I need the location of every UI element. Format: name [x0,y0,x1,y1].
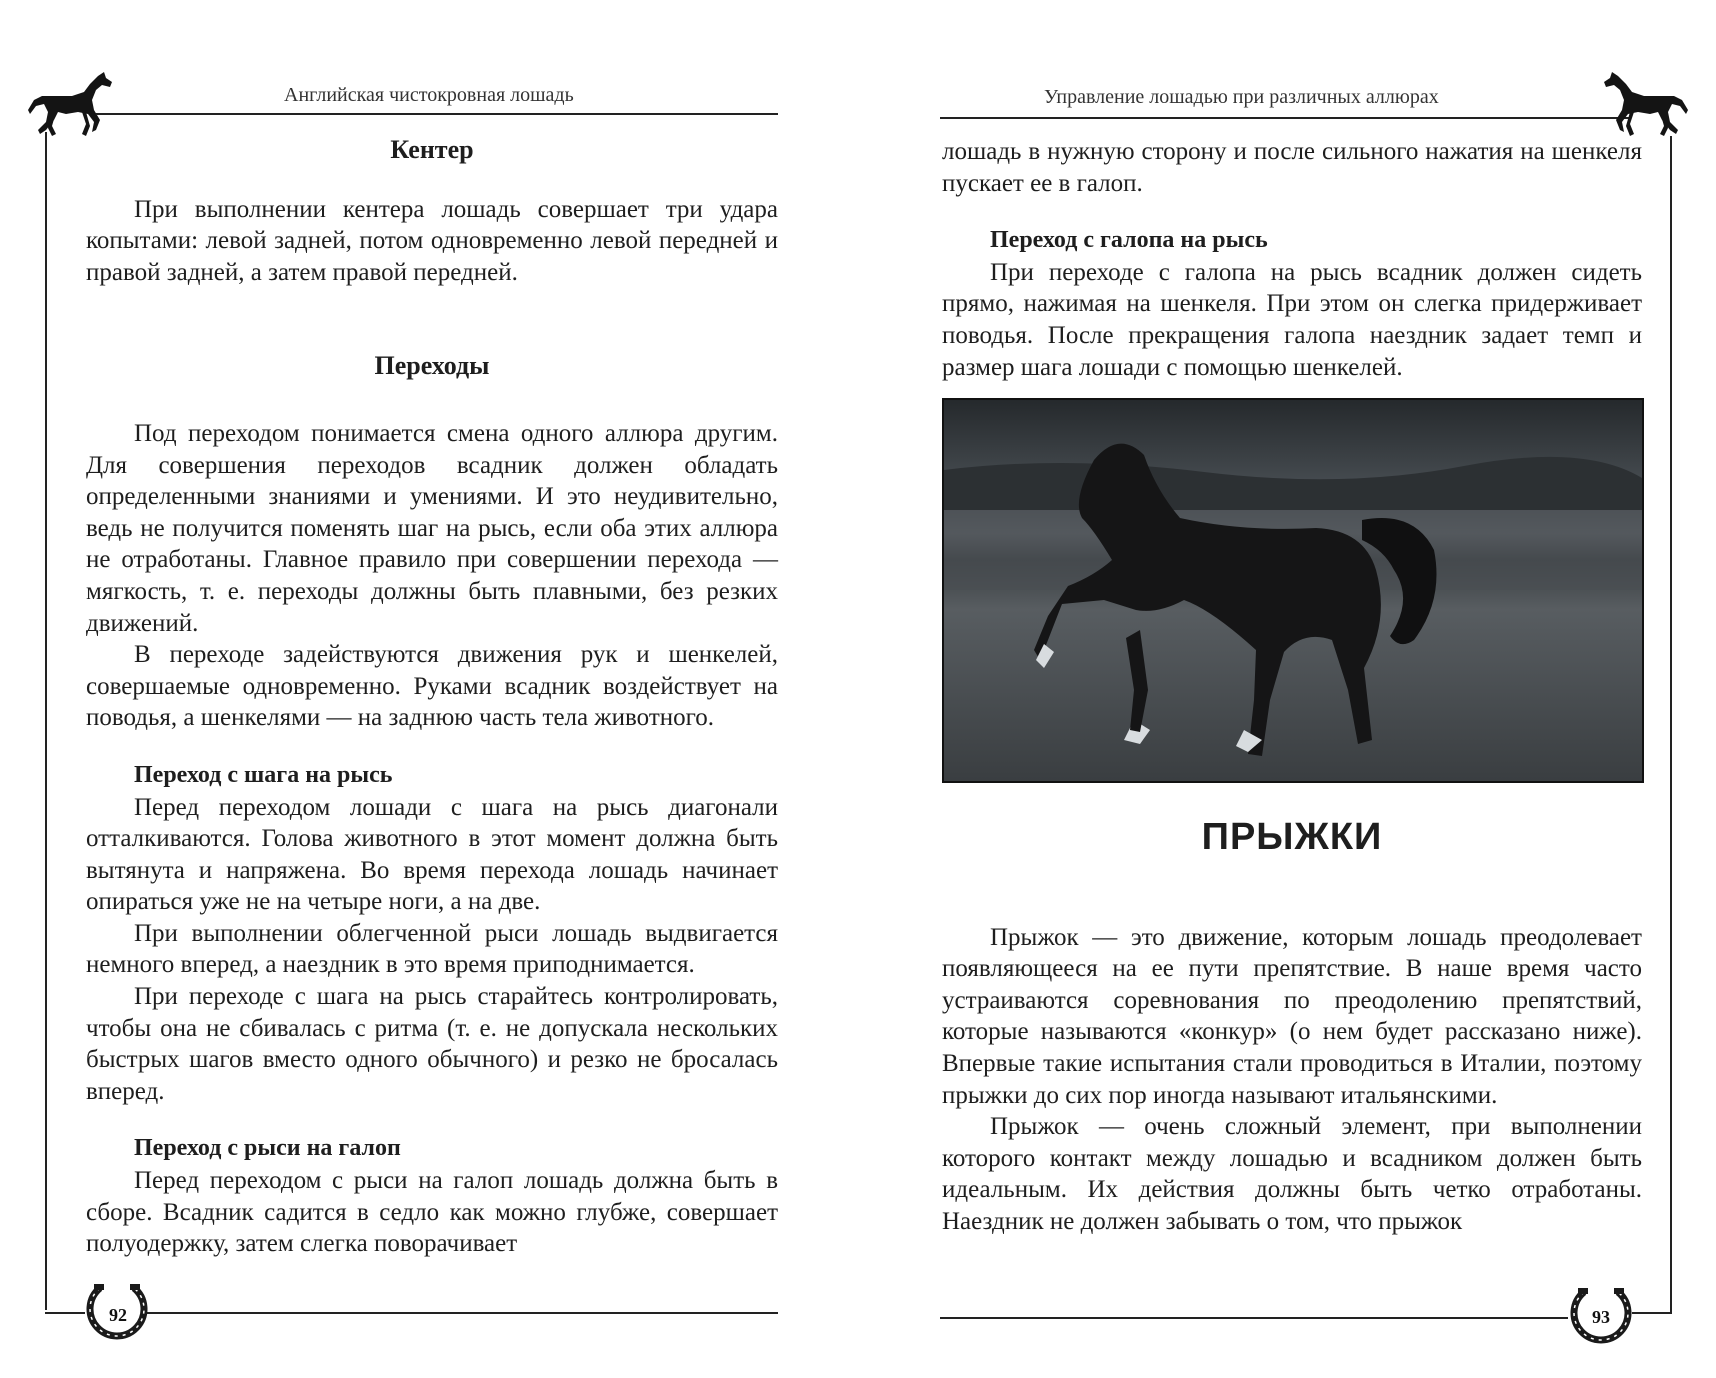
right-page [858,0,1716,1378]
paragraph: лошадь в нужную сторону и после сильного нажатия на шенкеля пускает ее в галоп. [942,138,1642,197]
horse-silhouette-icon [26,70,116,138]
frame-right-border [1670,136,1672,1312]
footer-rule [1632,1312,1672,1314]
page-number-badge [86,1282,148,1344]
header-rule [96,113,778,115]
paragraph: Прыжок — очень сложный элемент, при выполнении которого контакт между лошадью и всадником должен быть идеальным. Их действия должны быть четко отработаны. Наездник не должен забывать о том, что прыжок [942,1113,1642,1235]
paragraph: При переходе с галопа на рысь всадник должен сидеть прямо, нажимая на шенкеля. При этом он слегка придерживает поводья. После прекращения галопа наездник задает темп и размер шага лошади с помощью шенкелей. [942,258,1642,381]
page-number: 92 [109,1305,127,1325]
paragraph: Прыжок — это движение, которым лошадь преодолевает появляющееся на ее пути препятствие. В наше время часто устраиваются соревнования по преодолению препятствий, которые называются «конкур» (о нем будет рассказано ниже). Впервые такие испытания стали проводиться в Италии, поэтому прыжки до сих пор иногда называют итальянскими. [942,923,1642,1109]
chapter-title: ПРЫЖКИ [1201,816,1383,858]
paragraph: При переходе с шага на рысь старайтесь контролировать, чтобы она не сбивалась с ритма (т. е. не допускала нескольких быстрых шагов вместо одного обычного) и резко не бросалась вперед. [86,983,778,1105]
footer-rule [45,1312,85,1314]
running-head: Управление лошадью при различных аллюрах [1044,86,1439,108]
right-text-bottom [942,816,1642,1238]
paragraph: При выполнении облегченной рыси лошадь выдвигается немного вперед, а наездник в это время приподнимается. [86,919,778,979]
paragraph: Перед переходом лошади с шага на рысь диагонали отталкиваются. Голова животного в этот момент должна быть вытянута и напряжена. Во время перехода лошадь начинает опираться уже не на четыре ноги, а на две. [86,793,778,916]
left-text-column [86,134,778,1260]
page-number-badge [1570,1286,1632,1348]
horse-silhouette-icon [1600,70,1690,138]
subheading: Переход с рыси на галоп [134,1135,401,1162]
paragraph: Под переходом понимается смена одного аллюра другим. Для совершения переходов всадник должен обладать определенными знаниями и умениями. И это неудивительно, ведь не получится поменять шаг на рысь, если оба этих аллюра не отработаны. Главное правило при совершении перехода — мягкость, т. е. переходы должны быть плавными, без резких движений. [86,419,778,637]
rearing-horse-photo [942,398,1644,783]
running-head: Английская чистокровная лошадь [284,84,574,106]
horse-photo-illustration [944,400,1642,781]
frame-left-border [45,132,47,1310]
right-text-top [942,136,1642,383]
header-rule [940,117,1630,119]
paragraph: Перед переходом с рыси на галоп лошадь должна быть в сборе. Всадник садится в седло как можно глубже, совершает полуодержку, затем слегка поворачивает [86,1167,778,1258]
paragraph: При выполнении кентера лошадь совершает три удара копытами: левой задней, потом одновременно левой передней и правой задней, а затем правой передней. [86,195,778,286]
page-number: 93 [1592,1307,1610,1327]
section-heading: Переходы [374,351,490,381]
section-heading: Кентер [390,135,474,164]
footer-rule [940,1317,1568,1319]
paragraph: В переходе задействуются движения рук и шенкелей, совершаемые одновременно. Руками всадник воздействует на поводья, а шенкелями — на заднюю часть тела животного. [86,641,778,732]
footer-rule [146,1312,778,1314]
subheading: Переход с шага на рысь [134,761,393,788]
subheading: Переход с галопа на рысь [990,227,1268,254]
